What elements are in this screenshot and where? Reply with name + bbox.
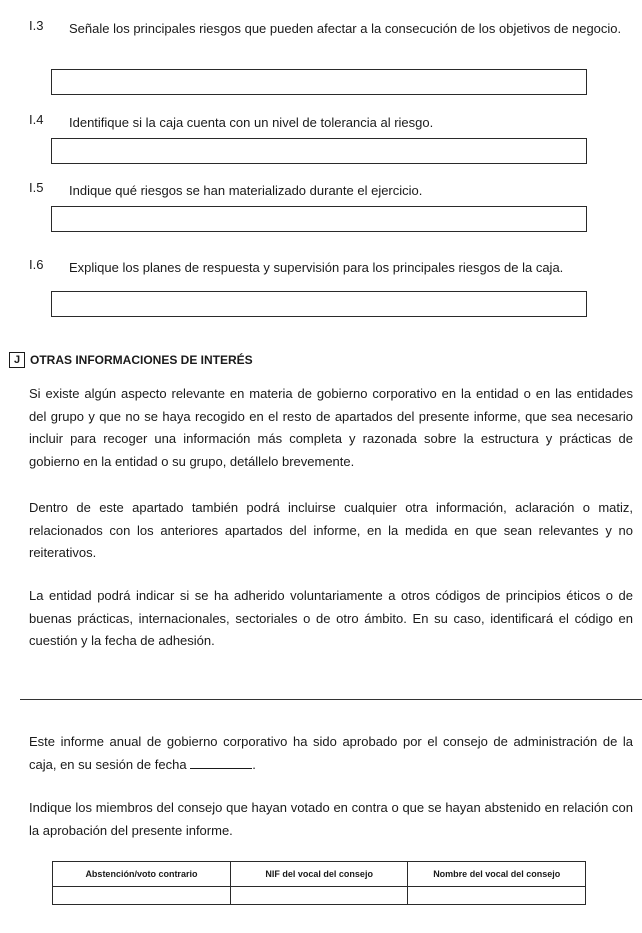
question-number: I.6 — [29, 257, 44, 272]
answer-box-i3[interactable] — [51, 69, 587, 95]
column-header-abstention: Abstención/voto contrario — [53, 862, 231, 887]
members-table — [52, 861, 586, 905]
question-text: Indique qué riesgos se han materializado durante el ejercicio. — [69, 183, 423, 198]
column-header-nif: NIF del vocal del consejo — [230, 862, 408, 887]
table-row — [53, 887, 586, 905]
answer-box-i5[interactable] — [51, 206, 587, 232]
section-title: OTRAS INFORMACIONES DE INTERÉS — [30, 353, 253, 367]
question-number: I.4 — [29, 112, 44, 127]
question-text: Identifique si la caja cuenta con un nivel de tolerancia al riesgo. — [69, 115, 434, 130]
answer-box-i6[interactable] — [51, 291, 587, 317]
horizontal-divider — [20, 699, 642, 700]
question-number: I.5 — [29, 180, 44, 195]
question-text: Explique los planes de respuesta y supervisión para los principales riesgos de la caja. — [69, 260, 564, 275]
table-cell-abstention[interactable] — [53, 887, 231, 905]
approval-statement — [29, 731, 633, 776]
date-blank-field[interactable] — [190, 756, 252, 769]
question-text: Señale los principales riesgos que pueden afectar a la consecución de los objetivos de negocio. — [69, 21, 622, 36]
table-cell-nif[interactable] — [230, 887, 408, 905]
approval-text: Este informe anual de gobierno corporativo ha sido aprobado por el consejo de administración de la caja, en su sesión de fecha — [29, 734, 633, 772]
section-paragraph-1: Si existe algún aspecto relevante en materia de gobierno corporativo en la entidad o en las entidades del grupo y que no se haya recogido en el resto de apartados del presente informe, que sea necesario incluir para recoger una información más completa y razonada sobre la estructura y prácticas de gobierno en la entidad o su grupo, detállelo brevemente. — [29, 386, 633, 469]
members-intro: Indique los miembros del consejo que hayan votado en contra o que se hayan abstenido en relación con la aprobación del presente informe. — [29, 800, 633, 838]
table-cell-name[interactable] — [408, 887, 586, 905]
section-paragraph-2: Dentro de este apartado también podrá incluirse cualquier otra información, aclaración o matiz, relacionados con los anteriores apartados del informe, en la medida en que sean relevantes y no reiterativos. — [29, 500, 633, 560]
question-number: I.3 — [29, 18, 44, 33]
column-header-name: Nombre del vocal del consejo — [408, 862, 586, 887]
section-paragraph-3: La entidad podrá indicar si se ha adherido voluntariamente a otros códigos de principios éticos o de buenas prácticas, internacionales, sectoriales o de otro ámbito. En su caso, identificará el código en cuestión y la fecha de adhesión. — [29, 588, 633, 648]
table-header-row — [53, 862, 586, 887]
answer-box-i4[interactable] — [51, 138, 587, 164]
section-letter: J — [9, 352, 25, 368]
approval-end: . — [252, 756, 256, 772]
